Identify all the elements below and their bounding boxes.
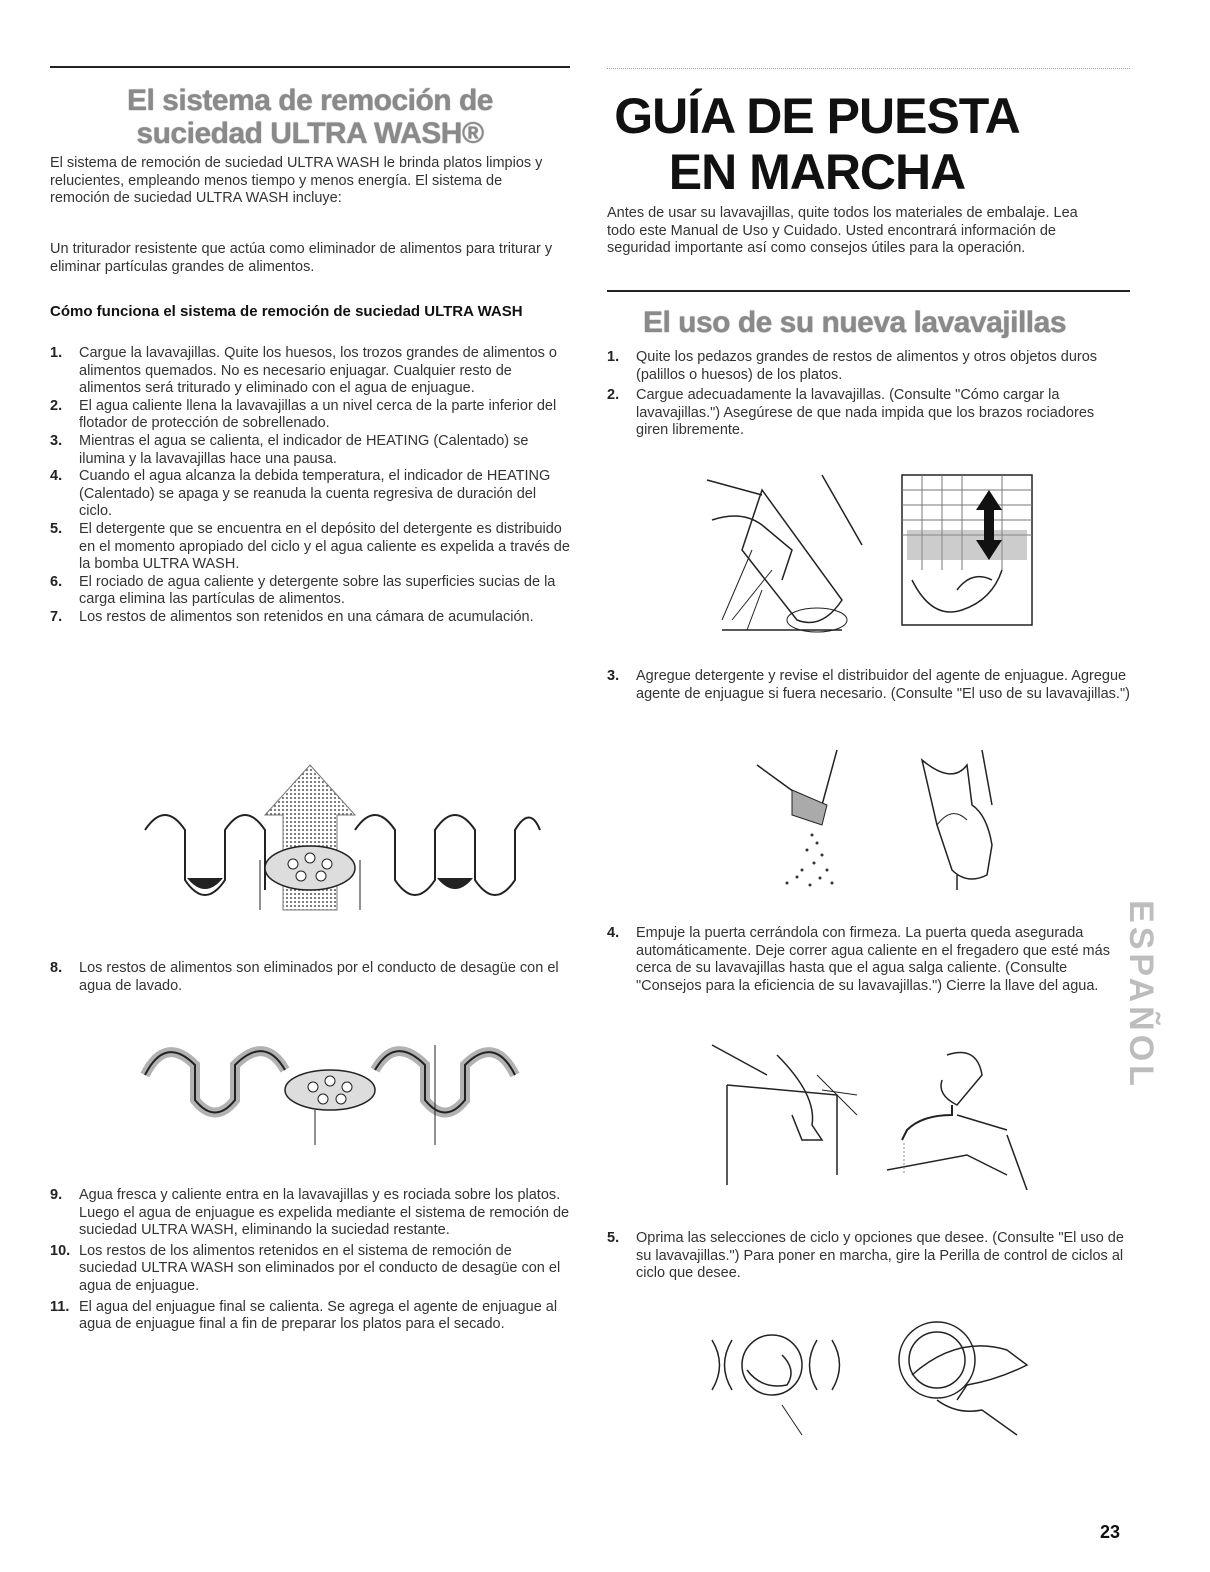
language-label: ESPAÑOL	[1122, 900, 1160, 1090]
how-it-works-heading: Cómo funciona el sistema de remoción de suciedad ULTRA WASH	[50, 303, 523, 320]
ultra-wash-title: El sistema de remoción de suciedad ULTRA WASH®	[127, 84, 493, 150]
list-item: 5. Oprima las selecciones de ciclo y opciones que desee. (Consulte "El uso de su lavavajillas.") Para poner en marcha, gire la Perilla de control de ciclos al ciclo que desee.	[607, 1230, 1124, 1282]
ultra-wash-steps-1-7	[50, 345, 570, 627]
list-item: 10. Los restos de los alimentos retenidos en el sistema de remoción de suciedad ULTRA WASH son eliminados por el conducto de desagüe con el agua de enjuague.	[50, 1242, 561, 1294]
start-steps-1-2	[607, 349, 1130, 440]
left-top-rule	[50, 66, 570, 68]
list-item: 4. Empuje la puerta cerrándola con firmeza. La puerta queda asegurada automáticamente. Deje correr agua caliente en el fregadero que esté más cerca de su lavavajillas hasta que el agua salga caliente. (Consulte "Consejos para la eficiencia de su lavavajillas.") Cierre la llave del agua.	[607, 925, 1110, 994]
page-title: GUÍA DE PUESTA EN MARCHA	[614, 88, 1020, 200]
start-step-3	[607, 668, 1130, 703]
door-faucet-illustration	[707, 1035, 1037, 1190]
list-item: 7. Los restos de alimentos son retenidos en una cámara de acumulación.	[50, 608, 534, 625]
list-item: 9. Agua fresca y caliente entra en la lavavajillas y es rociada sobre los platos. Luego el agua de enjuague es expelida mediante el sistema de remoción de suciedad ULTRA WASH, eliminando la suciedad restante.	[50, 1187, 570, 1239]
list-item: 1. Cargue la lavavajillas. Quite los huesos, los trozos grandes de alimentos o alimentos quemados. No es necesario enjuagar. Cualquier resto de alimentos será triturado y eliminado con el agua de enjuague.	[50, 345, 557, 397]
list-item: 3. Agregue detergente y revise el distribuidor del agente de enjuague. Agregue agente de enjuague si fuera necesario. (Consulte "El uso de su lavavajillas.")	[607, 668, 1130, 702]
ultra-wash-intro-1: El sistema de remoción de suciedad ULTRA WASH le brinda platos limpios y relucientes, empleando menos tiempo y menos energía. El sistema de remoción de suciedad ULTRA WASH incluye:	[50, 155, 543, 207]
ultra-wash-steps-9-11	[50, 1187, 570, 1334]
list-item: 8. Los restos de alimentos son eliminados por el conducto de desagüe con el agua de lavado.	[50, 960, 559, 994]
page-number: 23	[1100, 1522, 1121, 1542]
language-side-tab	[1124, 820, 1158, 1170]
start-guide-intro: Antes de usar su lavavajillas, quite todos los materiales de embalaje. Lea todo este Manual de Uso y Cuidado. Usted encontrará información de seguridad importante así como consejos útiles para la operación.	[607, 205, 1078, 257]
list-item: 6. El rociado de agua caliente y detergente sobre las superficies sucias de la carga elimina las partículas de alimentos.	[50, 573, 556, 608]
list-item: 4. Cuando el agua alcanza la debida temperatura, el indicador de HEATING (Calentado) se apaga y se reanuda la cuenta regresiva de duración del ciclo.	[50, 468, 551, 520]
ultra-wash-step-8	[50, 960, 570, 995]
drain-illustration	[135, 1025, 525, 1145]
list-item: 2. Cargue adecuadamente la lavavajillas. (Consulte "Cómo cargar la lavavajillas.") Asegúrese de que nada impida que los brazos rociadores giren libremente.	[607, 387, 1095, 439]
start-step-4	[607, 925, 1130, 995]
list-item: 11. El agua del enjuague final se calienta. Se agrega el agente de enjuague al agua de enjuague final a fin de preparar los platos para el secado.	[50, 1298, 558, 1333]
accumulation-chamber-illustration	[125, 760, 545, 920]
section-title: El uso de su nueva lavavajillas	[642, 306, 1067, 339]
detergent-illustration	[752, 745, 1032, 895]
list-item: 2. El agua caliente llena la lavavajillas a un nivel cerca de la parte inferior del flotador de protección de sobrellenado.	[50, 397, 557, 432]
start-step-5	[607, 1230, 1130, 1283]
right-top-rule	[607, 68, 1130, 69]
list-item: 1. Quite los pedazos grandes de restos de alimentos y otros objetos duros (palillos o huesos) de los platos.	[607, 349, 1098, 383]
control-knob-illustration	[707, 1310, 1037, 1440]
list-item: 3. Mientras el agua se calienta, el indicador de HEATING (Calentado) se ilumina y la lavavajillas hace una pausa.	[50, 432, 529, 467]
section-rule	[607, 290, 1130, 292]
list-item: 5. El detergente que se encuentra en el depósito del detergente es distribuido en el momento apropiado del ciclo y el agua caliente es expelida a través de la bomba ULTRA WASH.	[50, 520, 570, 573]
ultra-wash-intro-2: Un triturador resistente que actúa como eliminador de alimentos para triturar y eliminar partículas grandes de alimentos.	[50, 241, 553, 275]
load-dishwasher-illustration	[702, 470, 1042, 640]
